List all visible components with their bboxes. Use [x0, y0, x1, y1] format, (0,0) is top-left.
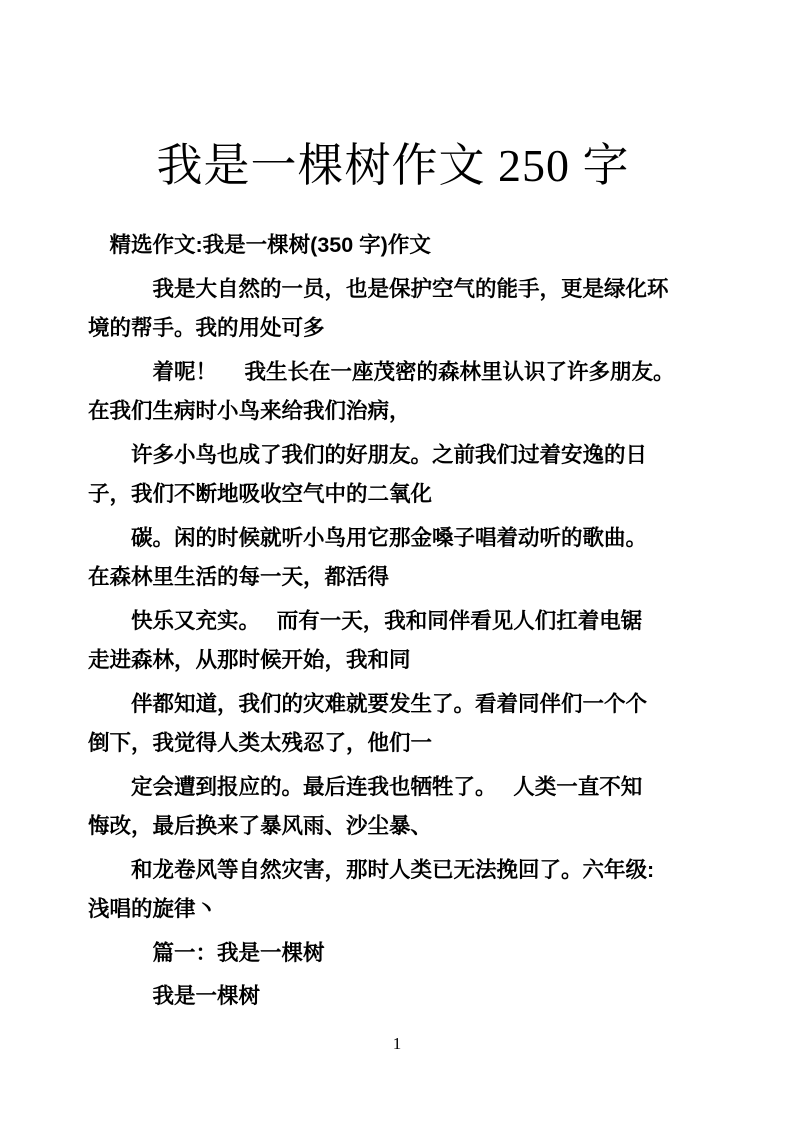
text-line: 我是一棵树: [88, 984, 261, 1008]
text-line: 快乐又充实。 而有一天，我和同伴看见人们扛着电锯: [88, 608, 643, 633]
paragraph: [88, 934, 698, 974]
document-body: [88, 226, 698, 1017]
text-line: 在我们生病时小鸟来给我们治病，: [88, 399, 411, 423]
text-line: 我是大自然的一员，也是保护空气的能手，更是绿化环: [88, 276, 669, 301]
text-line: 和龙卷风等自然灾害，那时人类已无法挽回了。六年级:: [88, 857, 655, 882]
paragraph: [88, 270, 698, 349]
text-line: 定会遭到报应的。最后连我也牺牲了。 人类一直不知: [88, 774, 643, 799]
page-number: 1: [392, 1034, 402, 1053]
paragraph: [88, 436, 698, 515]
text-line: 伴都知道，我们的灾难就要发生了。看着同伴们一个个: [88, 691, 648, 716]
text-line: 许多小鸟也成了我们的好朋友。之前我们过着安逸的日: [88, 442, 648, 467]
text-line: 倒下，我觉得人类太残忍了，他们一: [88, 731, 433, 755]
text-line: 境的帮手。我的用处可多: [88, 316, 325, 340]
text-line: 着呢！ 我生长在一座茂密的森林里认识了许多朋友。: [88, 359, 675, 384]
paragraph: [88, 353, 698, 432]
text-line: 在森林里生活的每一天，都活得: [88, 565, 390, 589]
document-title: 我是一棵树作文 250 字: [156, 140, 630, 191]
text-line: 精选作文:我是一棵树(350 字)作文: [88, 233, 431, 257]
text-line: 悔改，最后换来了暴风雨、沙尘暴、: [88, 814, 433, 838]
text-line: 碳。闲的时候就听小鸟用它那金嗓子唱着动听的歌曲。: [88, 525, 648, 550]
text-line: 走进森林，从那时候开始，我和同: [88, 648, 411, 672]
paragraph: [88, 851, 698, 930]
paragraph: [88, 226, 698, 266]
paragraph: [88, 768, 698, 847]
paragraph: [88, 519, 698, 598]
text-line: 篇一：我是一棵树: [88, 940, 325, 965]
paragraph: [88, 602, 698, 681]
text-line: 子，我们不断地吸收空气中的二氧化: [88, 482, 433, 506]
text-line: 浅唱的旋律丶: [88, 897, 218, 921]
paragraph: [88, 685, 698, 764]
paragraph: [88, 977, 698, 1017]
